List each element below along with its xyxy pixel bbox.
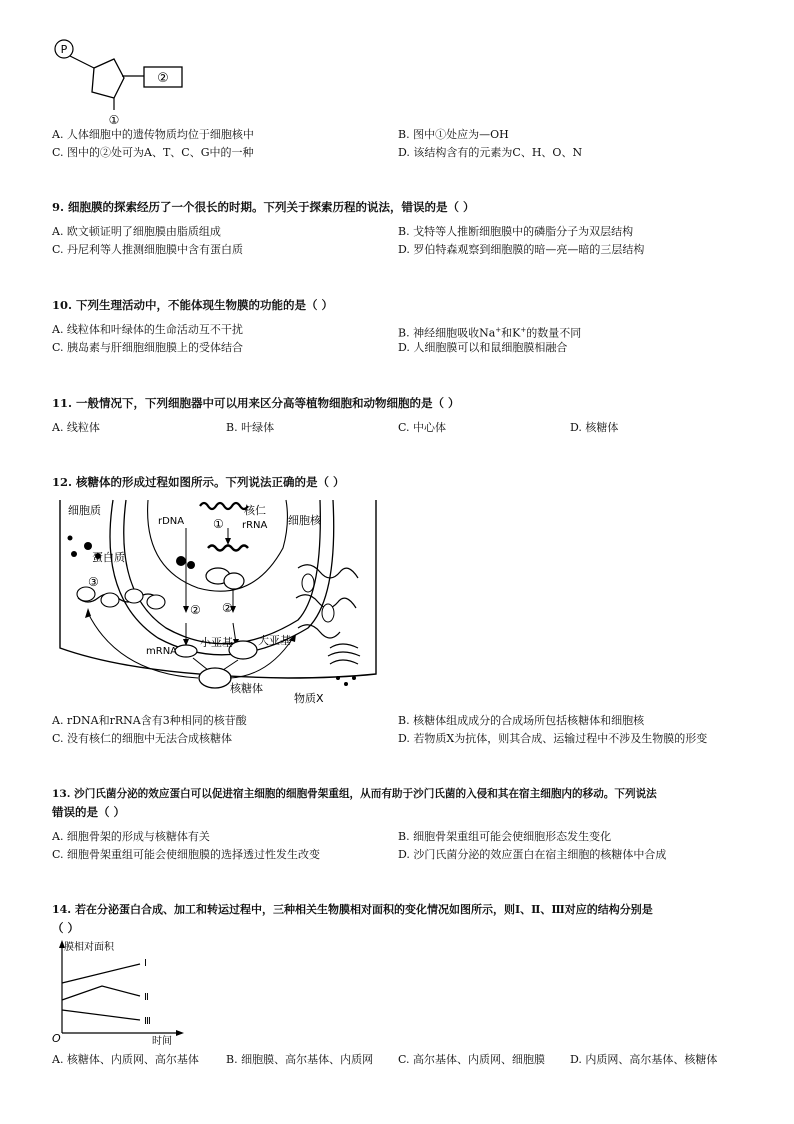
q11-option-c: C. 中心体 xyxy=(398,421,447,434)
q10-option-b-post: 的数量不同 xyxy=(526,326,582,340)
q11-stem: 11. 一般情况下，下列细胞器中可以用来区分高等植物细胞和动物细胞的是（ ） xyxy=(52,396,460,410)
q9-option-c: C. 丹尼利等人推测细胞膜中含有蛋白质 xyxy=(52,243,244,256)
label-circle-3: ③ xyxy=(88,575,99,589)
graph-label-ii: Ⅱ xyxy=(144,992,149,1003)
q10-option-b-sup1: + xyxy=(495,326,502,334)
label-rrna: rRNA xyxy=(242,520,268,531)
q12-option-d: D. 若物质X为抗体，则其合成、运输过程中不涉及生物膜的形变 xyxy=(398,732,708,745)
label-circle-2b: ② xyxy=(222,601,233,615)
q10-option-b-mid: 和K xyxy=(501,326,521,340)
label-circle-1: ① xyxy=(213,517,224,531)
q13-option-c: C. 细胞骨架重组可能会使细胞膜的选择透过性发生改变 xyxy=(52,848,321,861)
q12-stem: 12. 核糖体的形成过程如图所示。下列说法正确的是（ ） xyxy=(52,475,345,489)
q9-option-a: A. 欧文顿证明了细胞膜由脂质组成 xyxy=(52,225,221,238)
ribosome-formation-diagram xyxy=(58,498,378,708)
q9-option-d: D. 罗伯特森观察到细胞膜的暗—亮—暗的三层结构 xyxy=(398,243,645,256)
phosphate-label: P xyxy=(60,43,68,56)
q8-option-a: A. 人体细胞中的遗传物质均位于细胞核中 xyxy=(52,128,254,141)
line-iii xyxy=(62,1010,140,1020)
q10-option-b-sup2: + xyxy=(520,326,527,334)
q12-option-a: A. rDNA和rRNA含有3种相同的核苷酸 xyxy=(52,714,247,727)
q8-option-b: B. 图中①处应为—OH xyxy=(398,128,509,141)
q10-option-c: C. 胰岛素与肝细胞细胞膜上的受体结合 xyxy=(52,341,244,354)
q13-stem-line2: 错误的是（ ） xyxy=(52,805,126,819)
label-small-subunit: 小亚基 xyxy=(200,636,233,649)
rdna-strand xyxy=(200,503,248,509)
q8-option-c: C. 图中的②处可为A、T、C、G中的一种 xyxy=(52,146,254,159)
graph-ylabel: 膜相对面积 xyxy=(64,942,114,953)
q10-option-b-pre: B. 神经细胞吸收Na xyxy=(398,326,496,340)
golgi-apparatus xyxy=(328,644,360,664)
q11-option-d: D. 核糖体 xyxy=(570,421,619,434)
label-cytoplasm: 细胞质 xyxy=(68,504,101,517)
q10-option-a: A. 线粒体和叶绿体的生命活动互不干扰 xyxy=(52,323,243,336)
graph-label-i: Ⅰ xyxy=(144,958,147,969)
pentose-ring xyxy=(92,59,124,98)
q14-option-c: C. 高尔基体、内质网、细胞膜 xyxy=(398,1053,546,1066)
position-1-label: ① xyxy=(108,113,120,126)
q12-option-b: B. 核糖体组成成分的合成场所包括核糖体和细胞核 xyxy=(398,714,645,727)
label-rdna: rDNA xyxy=(158,516,185,527)
label-mrna: mRNA xyxy=(146,646,178,657)
rrna-strand xyxy=(208,546,248,551)
membrane-area-graph xyxy=(52,938,192,1046)
q13-stem-line1: 13. 沙门氏菌分泌的效应蛋白可以促进宿主细胞的细胞骨架重组，从而有助于沙门氏菌的入侵和其在宿主细胞内的移动。下列说法 xyxy=(52,788,657,800)
q14-option-a: A. 核糖体、内质网、高尔基体 xyxy=(52,1053,199,1066)
q12-option-c: C. 没有核仁的细胞中无法合成核糖体 xyxy=(52,732,233,745)
q8-option-d: D. 该结构含有的元素为C、H、O、N xyxy=(398,146,583,159)
label-protein: 蛋白质 xyxy=(92,551,125,564)
q10-option-b xyxy=(398,322,581,342)
graph-label-iii: Ⅲ xyxy=(144,1016,151,1027)
q13-option-b: B. 细胞骨架重组可能会使细胞形态发生变化 xyxy=(398,830,612,843)
q9-stem: 9. 细胞膜的探索经历了一个很长的时期。下列关于探索历程的说法，错误的是（ ） xyxy=(52,200,475,214)
q13-option-d: D. 沙门氏菌分泌的效应蛋白在宿主细胞的核糖体中合成 xyxy=(398,848,667,861)
q13-option-a: A. 细胞骨架的形成与核糖体有关 xyxy=(52,830,210,843)
label-large-subunit: 大亚基 xyxy=(258,634,291,647)
ribosome-shape xyxy=(199,668,231,688)
q11-option-b: B. 叶绿体 xyxy=(226,421,275,434)
nucleotide-diagram xyxy=(44,36,204,126)
label-substance-x: 物质X xyxy=(294,692,324,705)
q14-stem-line1: 14. 若在分泌蛋白合成、加工和转运过程中，三种相关生物膜相对面积的变化情况如图所示，则Ⅰ、Ⅱ、Ⅲ对应的结构分别是 xyxy=(52,903,653,916)
label-ribosome: 核糖体 xyxy=(230,682,263,695)
q11-option-a: A. 线粒体 xyxy=(52,421,100,434)
label-nucleolus: 核仁 xyxy=(244,504,266,517)
q14-stem-line2: （ ） xyxy=(52,921,80,935)
line-i xyxy=(62,964,140,983)
q10-stem: 10. 下列生理活动中，不能体现生物膜的功能的是（ ） xyxy=(52,298,334,312)
large-subunit-shape xyxy=(229,641,257,659)
line-ii xyxy=(62,986,140,1000)
q14-option-d: D. 内质网、高尔基体、核糖体 xyxy=(570,1053,718,1066)
base-label: ② xyxy=(157,71,169,86)
label-nucleus: 细胞核 xyxy=(288,514,321,527)
graph-xlabel: 时间 xyxy=(152,1036,172,1046)
q9-option-b: B. 戈特等人推断细胞膜中的磷脂分子为双层结构 xyxy=(398,225,634,238)
graph-origin: O xyxy=(52,1032,61,1045)
q14-option-b: B. 细胞膜、高尔基体、内质网 xyxy=(226,1053,374,1066)
small-subunit-shape xyxy=(175,645,197,657)
label-circle-2a: ② xyxy=(190,603,201,617)
q10-option-d: D. 人细胞膜可以和鼠细胞膜相融合 xyxy=(398,341,568,354)
